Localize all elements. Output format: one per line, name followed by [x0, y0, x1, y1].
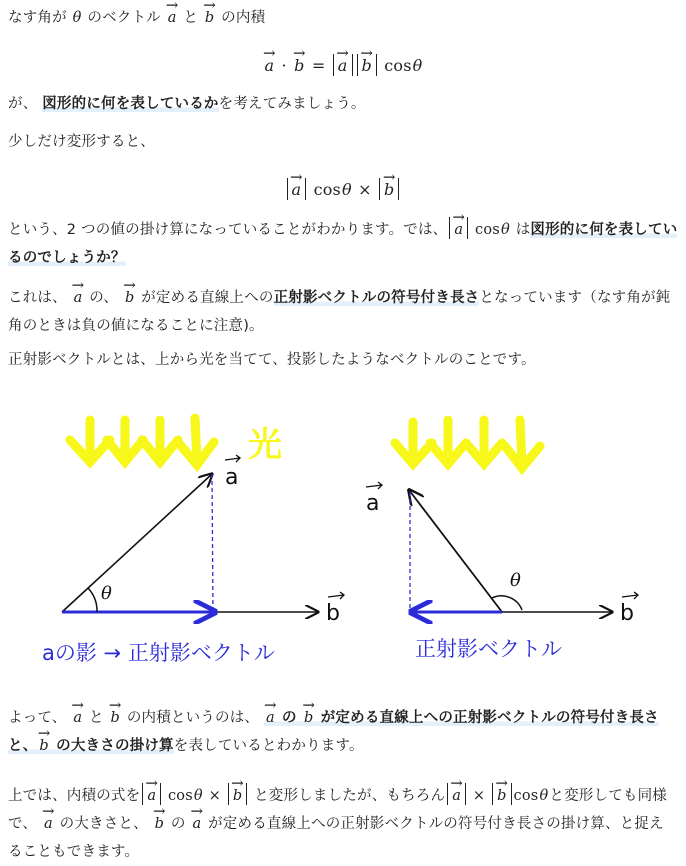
alternative-paragraph [8, 782, 678, 866]
vector-a-label-arrow [225, 455, 240, 462]
projection-dashed-line-left [212, 474, 213, 612]
abs-bar [398, 178, 399, 200]
abs-bar [246, 783, 247, 805]
transformed-formula [8, 176, 678, 204]
abs-bar [467, 217, 468, 239]
theta-symbol: θ [412, 56, 423, 75]
angle-arc-right [492, 596, 522, 610]
vector-a-label-right: a [366, 491, 380, 516]
theta-symbol: θ [500, 222, 510, 238]
theta-symbol: θ [193, 788, 203, 804]
times-operator: × [358, 180, 372, 199]
highlighted-text: 図形的に何を表しているのでしょうか？ [8, 222, 678, 266]
text: 少しだけ変形すると、 [8, 134, 155, 150]
abs-bar [376, 54, 377, 76]
text: の [276, 710, 302, 726]
question-paragraph [8, 90, 678, 118]
cos-function: cos [167, 788, 193, 804]
theta-label-left: θ [101, 583, 112, 604]
vector-a: → a [262, 52, 276, 80]
text: を表しているとわかります。 [173, 738, 364, 754]
abs-bar [357, 54, 358, 76]
theta-symbol: θ [341, 180, 352, 199]
vector-b: → b [123, 284, 136, 312]
product-paragraph [8, 216, 678, 272]
text: と変形しても同様で、 [8, 788, 667, 832]
text: と [183, 10, 199, 26]
vector-a: → a [336, 52, 350, 80]
times-operator: × [472, 788, 486, 804]
text: と変形しましたが、もちろん [254, 788, 446, 804]
vector-a: → a [166, 4, 179, 32]
vector-a-arrow-left [62, 474, 212, 612]
vector-b: → b [37, 732, 50, 760]
vector-a-label-left: a [225, 465, 239, 490]
cos-function: cos [313, 180, 341, 199]
abs-bar [449, 217, 450, 239]
vector-b-label-arrow [328, 592, 344, 599]
light-arrows-left [70, 418, 214, 465]
abs-bar [333, 54, 334, 76]
projection-definition-paragraph [8, 346, 678, 374]
text: が定める直線上への正射影ベクトルの符号付き長さと、 [8, 710, 659, 754]
abs-bar [287, 178, 288, 200]
vector-b-label-right: b [620, 601, 634, 626]
abs-bar [142, 783, 143, 805]
light-arrows-right [395, 420, 540, 468]
dot-operator: · [281, 56, 287, 75]
shadow-caption-right: 正射影ベクトル [415, 637, 562, 661]
intro-paragraph [8, 4, 678, 32]
text: となっています（なす角が鈍角のときは負の値になることに注意)。 [8, 290, 671, 334]
projection-diagram [0, 385, 686, 685]
vector-a: → a [71, 704, 84, 732]
vector-a: → a [452, 216, 465, 244]
vector-b: → b [495, 782, 508, 810]
abs-bar [228, 783, 229, 805]
vector-b: → b [153, 810, 166, 838]
cos-function: cos [384, 56, 412, 75]
highlighted-text: 正射影ベクトルの符号付き長さ [273, 290, 480, 306]
text: を考えてみましょう。 [218, 96, 366, 112]
vector-a-label-arrow [366, 482, 382, 489]
text: という、2 つの値の掛け算になっていることがわかります。では、 [8, 222, 448, 238]
theta-label-right: θ [510, 570, 521, 591]
vector-b: → b [302, 704, 315, 732]
vector-a: → a [72, 284, 85, 312]
vector-b: → b [203, 4, 216, 32]
abs-bar [447, 783, 448, 805]
vector-b: → b [360, 52, 374, 80]
vector-a: → a [145, 782, 158, 810]
vector-b-label-left: b [326, 601, 340, 626]
text: よって、 [8, 710, 67, 726]
vector-b: → b [382, 176, 396, 204]
theta-symbol: θ [72, 10, 82, 26]
vector-a-arrow-right [409, 490, 502, 612]
times-operator: × [208, 788, 221, 804]
vector-b: → b [109, 704, 122, 732]
dot-product-formula [8, 52, 678, 80]
text: 上では、内積の式を [8, 788, 141, 804]
cos-function: cos [513, 788, 539, 804]
abs-bar [379, 178, 380, 200]
abs-bar [492, 783, 493, 805]
abs-bar [352, 54, 353, 76]
light-label: 光 [248, 425, 282, 465]
vector-b: → b [292, 52, 306, 80]
shadow-caption-left: aの影 → 正射影ベクトル [42, 641, 275, 665]
text: なす角が [8, 10, 67, 26]
cos-function: cos [475, 222, 500, 238]
text: が定める直線上への正射影ベクトルの符号付き長さの掛け算、と捉えることもできます。 [8, 816, 664, 860]
abs-bar [305, 178, 306, 200]
vector-b: → b [231, 782, 244, 810]
equals-sign: = [311, 56, 326, 75]
text: これは、 [8, 290, 67, 306]
answer-paragraph [8, 284, 678, 340]
text: の大きさの掛け算 [50, 738, 174, 754]
vector-a: → a [290, 176, 304, 204]
abs-bar [465, 783, 466, 805]
text: の、 [89, 290, 119, 306]
text: の内積というのは、 [126, 710, 260, 726]
highlighted-text: 図形的に何を表しているか [42, 96, 219, 112]
text: の [170, 816, 186, 832]
vector-b-label-arrow [622, 592, 638, 599]
transform-paragraph [8, 128, 678, 156]
text: は [515, 222, 531, 238]
text: の大きさと、 [59, 816, 148, 832]
vector-a: → a [190, 810, 203, 838]
text: と [89, 710, 104, 726]
angle-arc-left [88, 588, 97, 612]
text: の内積 [221, 10, 266, 26]
theta-symbol: θ [539, 788, 549, 804]
vector-a: → a [264, 704, 277, 732]
text: が、 [8, 96, 38, 112]
text: が定める直線上への [141, 290, 274, 306]
text: のベクトル [87, 10, 161, 26]
conclusion-paragraph [8, 704, 678, 760]
text: 正射影ベクトルとは、上から光を当てて、投影したようなベクトルのことです。 [8, 352, 536, 368]
vector-a: → a [42, 810, 55, 838]
vector-a: → a [450, 782, 463, 810]
abs-bar [511, 783, 512, 805]
